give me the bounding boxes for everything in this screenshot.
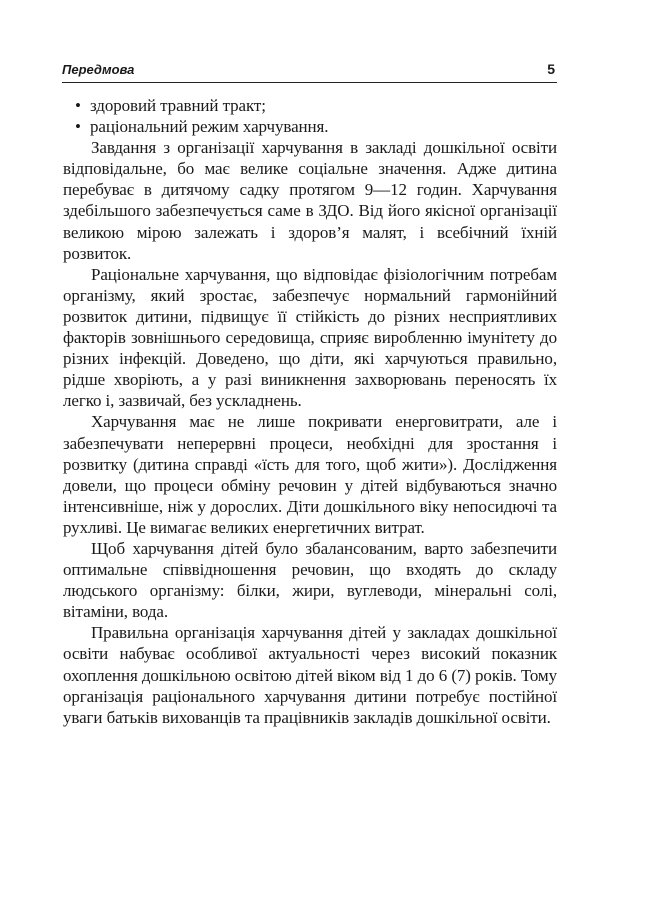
bullet-text: раціональний режим харчування. xyxy=(90,117,329,137)
running-header xyxy=(62,60,557,83)
page-body xyxy=(63,95,557,728)
bullet-item xyxy=(63,95,557,116)
paragraph: Правильна організація харчування дітей у закладах дошкільної освіти набуває особливої актуальності через високий показник охоплення дошкільною освітою дітей віком від 1 до 6 (7) років. Тому організація раціонального харчування дитини потребує постійної уваги батьків вихованців та працівників закладів дошкільної освіти. xyxy=(63,623,557,727)
paragraph: Харчування має не лише покривати енерговитрати, але і забезпечувати неперервні процеси, необхідні для зростання і розвитку (дитина справді «їсть для того, щоб жити»). Дослідження довели, що процеси обміну речовин у дітей відбуваються значно інтенсивніше, ніж у дорослих. Діти дошкільного віку непосидючі та рухливі. Це вимагає великих енергетичних витрат. xyxy=(63,412,557,537)
bullet-mark: • xyxy=(75,117,81,137)
paragraph: Завдання з організації харчування в закладі дошкільної освіти відповідальне, бо має велике соціальне значення. Адже дитина перебуває в дитячому садку протягом 9—12 годин. Харчування здебільшого забезпечується саме в ЗДО. Від його якісної організації великою мірою залежать і здоров’я малят, і всебічний їхній розвиток. xyxy=(63,138,557,263)
paragraph: Щоб харчування дітей було збалансованим, варто забезпечити оптимальне співвідношення речовин, що входять до складу людського організму: білки, жири, вуглеводи, мінеральні солі, вітаміни, вода. xyxy=(63,538,557,622)
paragraph: Раціональне харчування, що відповідає фізіологічним потребам організму, який зростає, забезпечує нормальний гармонійний розвиток дитини, підвищує її стійкість до різних несприятливих факторів зовнішнього середовища, сприяє виробленню імунітету до різних інфекцій. Доведено, що діти, які харчуються правильно, рідше хворіють, а у разі виникнення захворювань переносять їх легко і, зазвичай, без ускладнень. xyxy=(63,264,557,411)
bullet-item xyxy=(63,116,557,137)
section-title: Передмова xyxy=(62,62,135,77)
bullet-mark: • xyxy=(75,96,81,115)
page-number: 5 xyxy=(547,61,555,77)
bullet-text: здоровий травний тракт; xyxy=(90,96,266,115)
